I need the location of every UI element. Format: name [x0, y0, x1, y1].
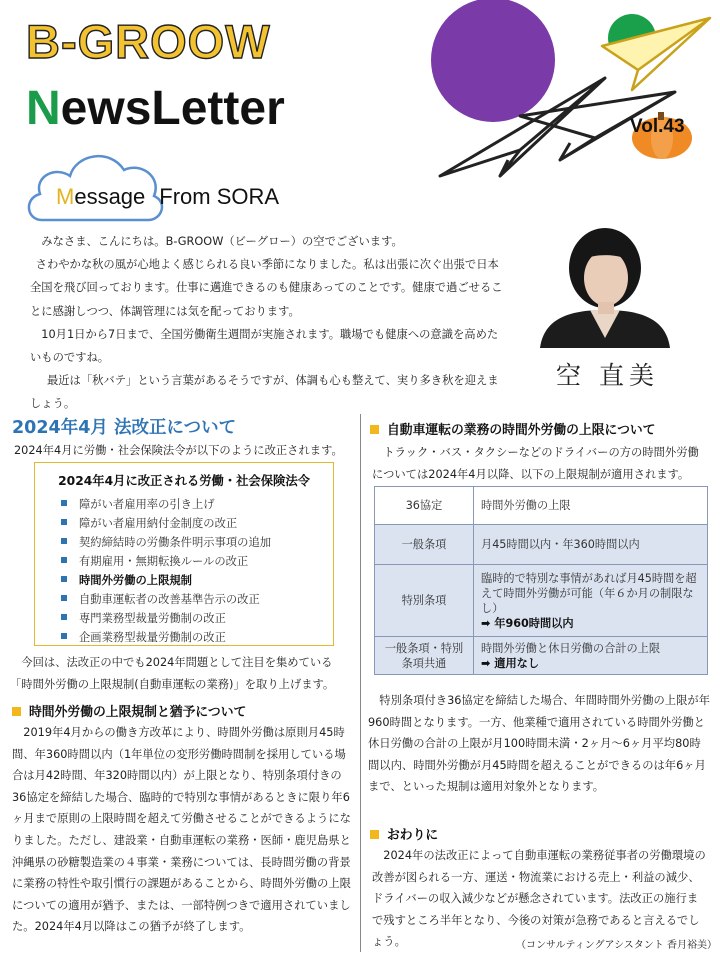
greeting-paragraph: みなさま、こんにちは。B-GROOW（ビーグロー）の空でございます。 — [41, 235, 403, 248]
overtime-limit-heading: 時間外労働の上限規制と猶予について — [12, 701, 246, 720]
driving-overtime-heading: 自動車運転の業務の時間外労働の上限について — [370, 419, 655, 438]
bullet-icon — [61, 633, 67, 639]
list-item-label: 契約締結時の労働条件明示事項の追加 — [79, 536, 272, 549]
overtime-limit-table — [374, 486, 708, 675]
list-item-label: 企画業務型裁量労働制の改正 — [79, 631, 226, 644]
column-divider — [360, 414, 361, 952]
greeting-paragraph: 10月1日から7日まで、全国労働衛生週間が実施されます。職場でも健康への意識を高めたいものですね。 — [30, 327, 499, 365]
overtime-limit-body: 2019年4月からの働き方改革により、時間外労働は原則月45時間、年360時間以内（1年単位の変形労働時間制を採用している場合は月42時間、年320時間以内）が上限となり、特別条項付きの36協定を締結した場合、臨時的で特別な事情があるときに限り年6ヶ月まで原則の上限時間を超えて労働させることができるようになりました。ただし、建設業・自動車運転の業務・医師・鹿児島県と沖縄県の砂糖製造業の４事業・業務については、長時間労働の背景に業務の特性や取引慣行の課題があることから、時間外労働の上限についての適用が猶予、または、一部特例つきで適用されていました。2024年4月以降はこの猶予が終了します。 — [12, 726, 351, 934]
table-value-cell: 月45時間以内・年360時間以内 — [474, 525, 708, 565]
table-row — [375, 637, 708, 675]
list-item-label: 専門業務型裁量労働制の改正 — [79, 612, 226, 625]
message-word: essage — [74, 184, 146, 209]
heading-marker-icon — [370, 830, 379, 839]
closing-body: 2024年の法改正によって自動車運転の業務従事者の労働環境の改善が図られる一方、運送・物流業における売上・利益の減少、ドライバーの収入減少などが懸念されています。法改正の施行まで残すところ半年となり、今後の対策が急務であると言えるでしょう。 — [372, 849, 706, 949]
list-item — [61, 609, 271, 628]
title-initial-letter: N — [26, 82, 61, 135]
list-item-label: 有期雇用・無期転換ルールの改正 — [79, 555, 249, 568]
bullet-icon — [61, 538, 67, 544]
author-signature: 空 直美 — [556, 361, 659, 390]
list-item — [61, 590, 271, 609]
bullet-icon — [61, 500, 67, 506]
bullet-icon — [61, 576, 67, 582]
list-item — [61, 533, 271, 552]
law-changes-box-title: 2024年4月に改正される労働・社会保険法令 — [58, 474, 310, 488]
law-intro-paragraph — [10, 652, 360, 695]
greeting-paragraph: さわやかな秋の風が心地よく感じられる良い季節になりました。私は出張に次ぐ出張で日本全国を飛び回っております。仕事に邁進できるのも健康あってのことです。健康で過ごせることに感謝しつつ、体調管理には気を配っております。 — [30, 258, 503, 318]
table-value-emphasis: ➡ 適用なし — [481, 656, 540, 670]
purple-circle — [431, 0, 555, 122]
list-item-label: 時間外労働の上限規制 — [79, 574, 192, 587]
message-heading — [56, 184, 279, 210]
table-key-cell: 一般条項 — [375, 525, 474, 565]
table-row — [375, 525, 708, 565]
title-rest: ewsLetter — [60, 82, 285, 135]
table-value-cell — [474, 637, 708, 675]
list-item-label: 障がい者雇用納付金制度の改正 — [79, 517, 238, 530]
closing-heading: おわりに — [370, 824, 438, 843]
message-initial: M — [56, 184, 75, 209]
table-key-cell: 一般条項・特別条項共通 — [375, 637, 474, 675]
bullet-icon — [61, 614, 67, 620]
law-intro-line: 「時間外労働の上限規制(自動車運転の業務)」を取り上げます。 — [10, 677, 335, 691]
volume-badge: Vol.43 — [630, 116, 685, 137]
message-from: From SORA — [159, 184, 280, 209]
law-intro-line: 今回は、法改正の中でも2024年問題として注目を集めている — [21, 656, 333, 669]
greeting-paragraph: 最近は「秋バテ」という言葉があるそうですが、体調も心も整えて、実り多き秋を迎えましょう。 — [30, 374, 499, 411]
table-header-cell: 時間外労働の上限 — [474, 487, 708, 525]
table-header-row — [375, 487, 708, 525]
newsletter-title — [26, 78, 285, 140]
bullet-icon — [61, 557, 67, 563]
law-changes-box — [34, 462, 334, 646]
law-lead-text: 2024年4月に労働・社会保険法令が以下のように改正されます。 — [14, 444, 343, 457]
list-item-label: 自動車運転者の改善基準告示の改正 — [79, 593, 260, 606]
heading-marker-icon — [12, 707, 21, 716]
author-portrait — [530, 226, 680, 348]
greeting-message — [30, 230, 508, 416]
table-key-cell: 特別条項 — [375, 565, 474, 637]
list-item — [61, 628, 271, 647]
paper-plane-illustration — [400, 0, 720, 200]
law-section-title: 2024年4月 法改正について — [12, 418, 237, 438]
bullet-icon — [61, 519, 67, 525]
author-credit: （コンサルティングアシスタント 香月裕美） — [516, 940, 717, 951]
heading-marker-icon — [370, 425, 379, 434]
driving-lead: トラック・バス・タクシーなどのドライバーの方の時間外労働については2024年4月以降、以下の上限規制が適用されます。 — [372, 446, 699, 481]
table-header-cell: 36協定 — [375, 487, 474, 525]
list-item-label: 障がい者雇用率の引き上げ — [79, 498, 215, 511]
driving-body: 特別条項付き36協定を締結した場合、年間時間外労働の上限が年960時間となります。一方、他業種で適用されている時間外労働と休日労働の合計の上限が月100時間未満・2ヶ月～6ヶ月平均80時間以内、時間外労働が月45時間を超えることができるのは年6ヶ月まで、といった規制は適用対象外となります。 — [368, 694, 710, 794]
table-value-emphasis: ➡ 年960時間以内 — [481, 616, 574, 630]
bullet-icon — [61, 595, 67, 601]
table-value-text: 時間外労働と休日労働の合計の上限 — [481, 641, 661, 655]
newsletter-brand-title: B-GROOW — [26, 15, 271, 68]
list-item — [61, 514, 271, 533]
list-item — [61, 552, 271, 571]
table-row — [375, 565, 708, 637]
table-value-text: 臨時的で特別な事情があれば月45時間を超えて時間外労働が可能（年６か月の制限なし） — [481, 571, 697, 615]
list-item — [61, 571, 271, 590]
law-changes-list — [61, 495, 271, 647]
list-item — [61, 495, 271, 514]
table-value-cell — [474, 565, 708, 637]
